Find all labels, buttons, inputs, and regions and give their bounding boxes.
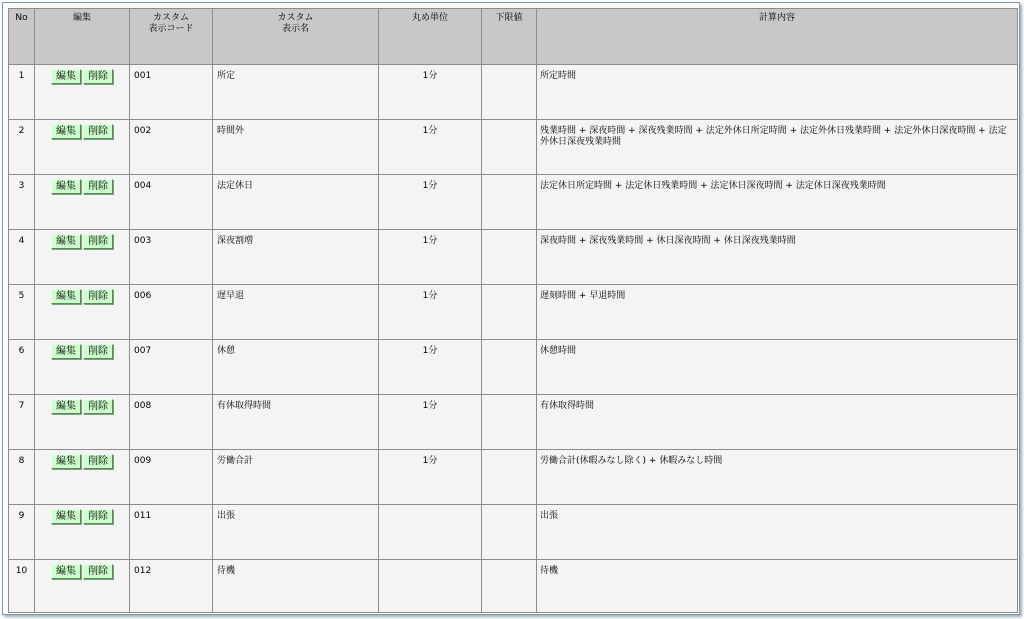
calculation: 深夜時間 + 深夜残業時間 + 休日深夜時間 + 休日深夜残業時間 bbox=[537, 230, 1018, 285]
header-code-line1: カスタム bbox=[152, 13, 189, 23]
delete-button[interactable]: 削除 bbox=[83, 399, 113, 414]
lower-limit bbox=[482, 340, 537, 395]
row-actions bbox=[35, 175, 130, 230]
calculation: 休憩時間 bbox=[537, 340, 1018, 395]
display-code: 006 bbox=[130, 285, 213, 340]
display-code: 012 bbox=[130, 560, 213, 613]
table-row bbox=[9, 505, 1018, 560]
edit-button[interactable]: 編集 bbox=[51, 509, 81, 524]
lower-limit bbox=[482, 65, 537, 120]
row-number: 4 bbox=[9, 230, 35, 285]
row-actions bbox=[35, 120, 130, 175]
display-code: 001 bbox=[130, 65, 213, 120]
header-calculation: 計算内容 bbox=[537, 9, 1018, 65]
delete-button[interactable]: 削除 bbox=[83, 289, 113, 304]
edit-button[interactable]: 編集 bbox=[51, 69, 81, 84]
display-name: 遅早退 bbox=[213, 285, 379, 340]
header-row bbox=[9, 9, 1018, 65]
calculation: 有休取得時間 bbox=[537, 395, 1018, 450]
header-name bbox=[213, 9, 379, 65]
display-name: 出張 bbox=[213, 505, 379, 560]
row-actions bbox=[35, 450, 130, 505]
row-actions bbox=[35, 505, 130, 560]
row-actions bbox=[35, 230, 130, 285]
edit-button[interactable]: 編集 bbox=[51, 179, 81, 194]
table-row bbox=[9, 560, 1018, 613]
rounding-unit: 1分 bbox=[379, 175, 482, 230]
rounding-unit: 1分 bbox=[379, 340, 482, 395]
table-row bbox=[9, 450, 1018, 505]
row-number: 8 bbox=[9, 450, 35, 505]
display-name: 労働合計 bbox=[213, 450, 379, 505]
row-actions bbox=[35, 285, 130, 340]
header-code-line2: 表示コード bbox=[148, 24, 194, 34]
edit-button[interactable]: 編集 bbox=[51, 344, 81, 359]
lower-limit bbox=[482, 560, 537, 613]
display-code: 009 bbox=[130, 450, 213, 505]
lower-limit bbox=[482, 120, 537, 175]
header-no: No bbox=[9, 9, 35, 65]
display-code: 011 bbox=[130, 505, 213, 560]
rounding-unit: 1分 bbox=[379, 285, 482, 340]
table-body bbox=[9, 65, 1018, 613]
calculation: 遅刻時間 + 早退時間 bbox=[537, 285, 1018, 340]
display-code: 003 bbox=[130, 230, 213, 285]
edit-button[interactable]: 編集 bbox=[51, 454, 81, 469]
rounding-unit bbox=[379, 505, 482, 560]
calculation: 所定時間 bbox=[537, 65, 1018, 120]
row-number: 6 bbox=[9, 340, 35, 395]
row-number: 2 bbox=[9, 120, 35, 175]
header-rounding: 丸め単位 bbox=[379, 9, 482, 65]
display-name: 所定 bbox=[213, 65, 379, 120]
rounding-unit: 1分 bbox=[379, 450, 482, 505]
lower-limit bbox=[482, 395, 537, 450]
lower-limit bbox=[482, 285, 537, 340]
display-name: 有休取得時間 bbox=[213, 395, 379, 450]
delete-button[interactable]: 削除 bbox=[83, 509, 113, 524]
row-actions bbox=[35, 395, 130, 450]
display-name: 休憩 bbox=[213, 340, 379, 395]
display-code: 004 bbox=[130, 175, 213, 230]
rounding-unit: 1分 bbox=[379, 395, 482, 450]
edit-button[interactable]: 編集 bbox=[51, 289, 81, 304]
calculation: 出張 bbox=[537, 505, 1018, 560]
rounding-unit bbox=[379, 560, 482, 613]
delete-button[interactable]: 削除 bbox=[83, 179, 113, 194]
header-name-line2: 表示名 bbox=[281, 24, 309, 34]
lower-limit bbox=[482, 450, 537, 505]
display-name: 深夜割増 bbox=[213, 230, 379, 285]
table-row bbox=[9, 175, 1018, 230]
header-lower-limit: 下限値 bbox=[482, 9, 537, 65]
rounding-unit: 1分 bbox=[379, 120, 482, 175]
display-code: 007 bbox=[130, 340, 213, 395]
row-number: 5 bbox=[9, 285, 35, 340]
delete-button[interactable]: 削除 bbox=[83, 69, 113, 84]
row-actions bbox=[35, 65, 130, 120]
row-number: 1 bbox=[9, 65, 35, 120]
edit-button[interactable]: 編集 bbox=[51, 399, 81, 414]
delete-button[interactable]: 削除 bbox=[83, 344, 113, 359]
display-code: 002 bbox=[130, 120, 213, 175]
header-name-line1: カスタム bbox=[277, 13, 314, 23]
rounding-unit: 1分 bbox=[379, 230, 482, 285]
edit-button[interactable]: 編集 bbox=[51, 564, 81, 579]
delete-button[interactable]: 削除 bbox=[83, 124, 113, 139]
header-code bbox=[130, 9, 213, 65]
table-row bbox=[9, 120, 1018, 175]
calculation: 待機 bbox=[537, 560, 1018, 613]
row-actions bbox=[35, 340, 130, 395]
window-frame bbox=[2, 2, 1020, 615]
table-row bbox=[9, 395, 1018, 450]
custom-display-table bbox=[8, 8, 1018, 613]
calculation: 労働合計(休暇みなし除く) + 休暇みなし時間 bbox=[537, 450, 1018, 505]
lower-limit bbox=[482, 505, 537, 560]
row-number: 3 bbox=[9, 175, 35, 230]
row-actions bbox=[35, 560, 130, 613]
display-code: 008 bbox=[130, 395, 213, 450]
table-row bbox=[9, 65, 1018, 120]
calculation: 法定休日所定時間 + 法定休日残業時間 + 法定休日深夜時間 + 法定休日深夜残業時間 bbox=[537, 175, 1018, 230]
table-row bbox=[9, 340, 1018, 395]
row-number: 10 bbox=[9, 560, 35, 613]
row-number: 7 bbox=[9, 395, 35, 450]
rounding-unit: 1分 bbox=[379, 65, 482, 120]
display-name: 待機 bbox=[213, 560, 379, 613]
edit-button[interactable]: 編集 bbox=[51, 234, 81, 249]
edit-button[interactable]: 編集 bbox=[51, 124, 81, 139]
lower-limit bbox=[482, 230, 537, 285]
delete-button[interactable]: 削除 bbox=[83, 234, 113, 249]
delete-button[interactable]: 削除 bbox=[83, 454, 113, 469]
calculation: 残業時間 + 深夜時間 + 深夜残業時間 + 法定外休日所定時間 + 法定外休日残業時間 + 法定外休日深夜時間 + 法定外休日深夜残業時間 bbox=[537, 120, 1018, 175]
delete-button[interactable]: 削除 bbox=[83, 564, 113, 579]
header-edit: 編集 bbox=[35, 9, 130, 65]
display-name: 法定休日 bbox=[213, 175, 379, 230]
row-number: 9 bbox=[9, 505, 35, 560]
table-row bbox=[9, 230, 1018, 285]
display-name: 時間外 bbox=[213, 120, 379, 175]
lower-limit bbox=[482, 175, 537, 230]
table-row bbox=[9, 285, 1018, 340]
